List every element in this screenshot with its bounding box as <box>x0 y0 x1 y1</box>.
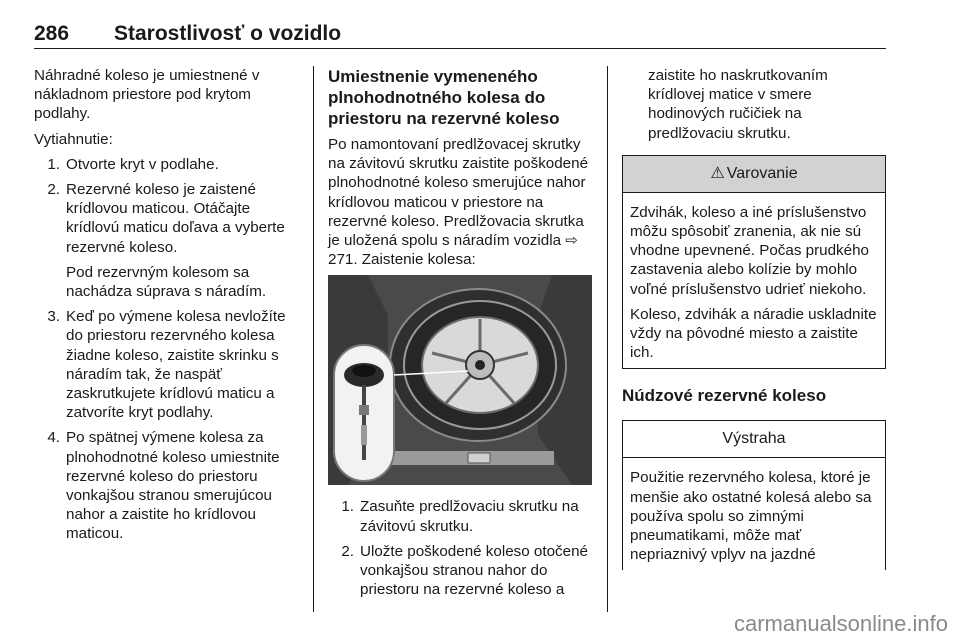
securing-steps <box>328 497 592 599</box>
section-heading: Núdzové rezervné koleso <box>622 386 827 406</box>
caution-header: Výstraha <box>623 421 885 458</box>
warning-paragraph: Koleso, zdvihák a náradie uskladnite vždy na pôvodné miesto a zaistite ich. <box>630 305 877 362</box>
list-item: 3. Keď po výmene kolesa nevložíte do priestoru rezervného kolesa žiadne koleso, zaistite skrinku s náradím tak, že naspäť zaskrutkujete krídlovú maticu a zatvoríte kryt podlahy. <box>47 308 286 422</box>
spare-wheel-illustration <box>328 275 592 485</box>
removal-steps <box>34 155 294 544</box>
column-divider <box>313 66 314 612</box>
removal-label: Vytiahnutie: <box>34 130 113 148</box>
page-header <box>34 22 886 49</box>
list-item: 2. Rezervné koleso je zaistené krídlovou maticou. Otáčajte krídlovú maticu doľava a vyberte rezervné koleso. <box>47 181 285 256</box>
list-item: 4. Po spätnej výmene kolesa za plnohodnotné koleso umiestnite rezervné koleso do priestoru vonkajšou stranou smerujúcou nahor a zaistite ho krídlovou maticou. <box>47 429 280 543</box>
warning-header <box>623 156 885 193</box>
continuation-paragraph: zaistite ho naskrutkovaním krídlovej matice v smere hodinových ručičiek na predlžovaciu skrutku. <box>648 67 828 142</box>
watermark: carmanualsonline.info <box>733 611 948 636</box>
caution-paragraph: Použitie rezervného kolesa, ktoré je menšie ako ostatné kolesá alebo sa používa spolu so zimnými pneumatikami, môže mať nepriaznivý vplyv na jazdné <box>630 469 872 564</box>
warning-box <box>622 155 886 370</box>
warning-paragraph: Zdvihák, koleso a iné príslušenstvo môžu spôsobiť zranenia, ak nie sú vhodne upevnené. Počas prudkého zastavenia alebo kolízie by mohlo voľné príslušenstvo udrieť niekoho. <box>630 203 869 298</box>
column-divider <box>607 66 608 612</box>
list-item: 1. Otvorte kryt v podlahe. <box>47 155 219 173</box>
section-paragraph: Po namontovaní predlžovacej skrutky na závitovú skrutku zaistite poškodené plnohodnotné koleso smerujúce nahor krídlovou maticou v priestore na rezervné koleso. Predlžovacia skrutka je uložená spolu s náradím vozidla ⇨ 271. Zaistenie kolesa: <box>328 136 589 269</box>
page-number: 286 <box>34 22 70 45</box>
caution-body <box>623 458 885 570</box>
caution-box <box>622 420 886 570</box>
list-item: 2. Uložte poškodené koleso otočené vonkajšou stranou nahor do priestoru na rezervné koleso a <box>341 542 588 599</box>
warning-triangle-icon: ⚠ <box>710 164 725 182</box>
spare-wheel-drawing <box>328 275 592 485</box>
warning-body <box>623 193 885 369</box>
column-3 <box>622 66 886 570</box>
section-heading: Umiestnenie vymeneného plnohodnotného kolesa do priestoru na rezervné koleso <box>328 67 560 128</box>
list-sub-paragraph: Pod rezervným kolesom sa nachádza súprava s náradím. <box>66 263 267 301</box>
intro-paragraph: Náhradné koleso je umiestnené v nákladnom priestore pod krytom podlahy. <box>34 67 260 123</box>
column-2 <box>328 66 592 605</box>
warning-title: Varovanie <box>726 164 798 182</box>
list-item: 1. Zasuňte predlžovaciu skrutku na závitovú skrutku. <box>341 498 579 535</box>
page-title: Starostlivosť o vozidlo <box>114 22 342 45</box>
column-1 <box>34 66 294 550</box>
